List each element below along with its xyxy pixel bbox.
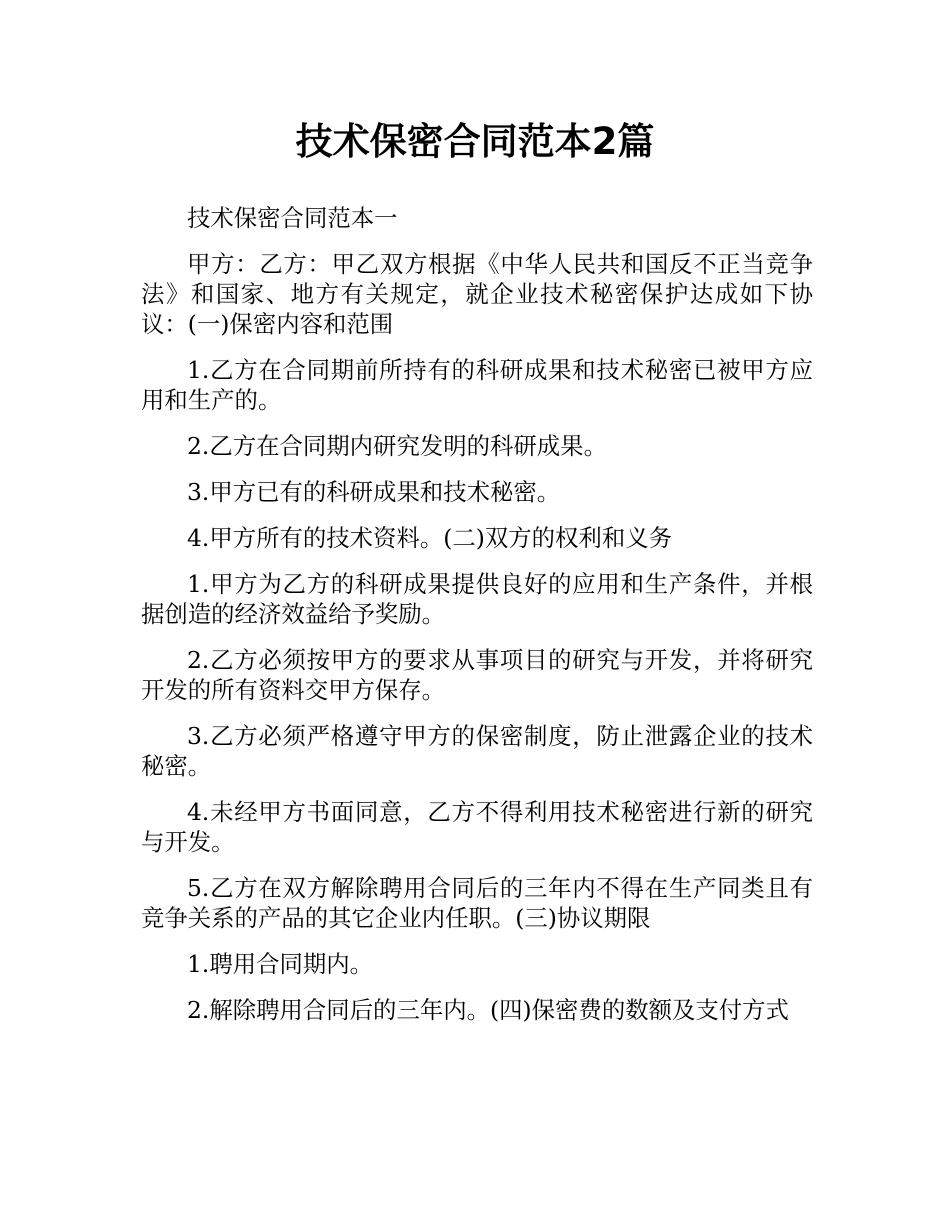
rights-item-1: 1.甲方为乙方的科研成果提供良好的应用和生产条件，并根据创造的经济效益给予奖励。 (141, 570, 813, 628)
term-item-1: 1.聘用合同期内。 (187, 950, 374, 978)
rights-item-5: 5.乙方在双方解除聘用合同后的三年内不得在生产同类且有竞争关系的产品的其它企业内任职。(三)协议期限 (141, 874, 813, 932)
scope-item-3: 3.甲方已有的科研成果和技术秘密。 (187, 478, 561, 506)
preamble-paragraph: 甲方：乙方：甲乙双方根据《中华人民共和国反不正当竞争法》和国家、地方有关规定，就企业技术秘密保护达成如下协议：(一)保密内容和范围 (141, 250, 813, 338)
scope-item-1: 1.乙方在合同期前所持有的科研成果和技术秘密已被甲方应用和生产的。 (141, 356, 813, 414)
scope-item-2: 2.乙方在合同期内研究发明的科研成果。 (187, 432, 607, 460)
rights-item-2: 2.乙方必须按甲方的要求从事项目的研究与开发，并将研究开发的所有资料交甲方保存。 (141, 646, 813, 704)
document-body (141, 203, 813, 1041)
contract-subtitle: 技术保密合同范本一 (187, 204, 398, 232)
scope-item-4: 4.甲方所有的技术资料。(二)双方的权利和义务 (187, 524, 672, 552)
document-title: 技术保密合同范本2篇 (295, 120, 655, 163)
rights-item-4: 4.未经甲方书面同意，乙方不得利用技术秘密进行新的研究与开发。 (141, 798, 813, 856)
rights-item-3: 3.乙方必须严格遵守甲方的保密制度，防止泄露企业的技术秘密。 (141, 722, 813, 780)
term-item-2: 2.解除聘用合同后的三年内。(四)保密费的数额及支付方式 (187, 996, 789, 1024)
